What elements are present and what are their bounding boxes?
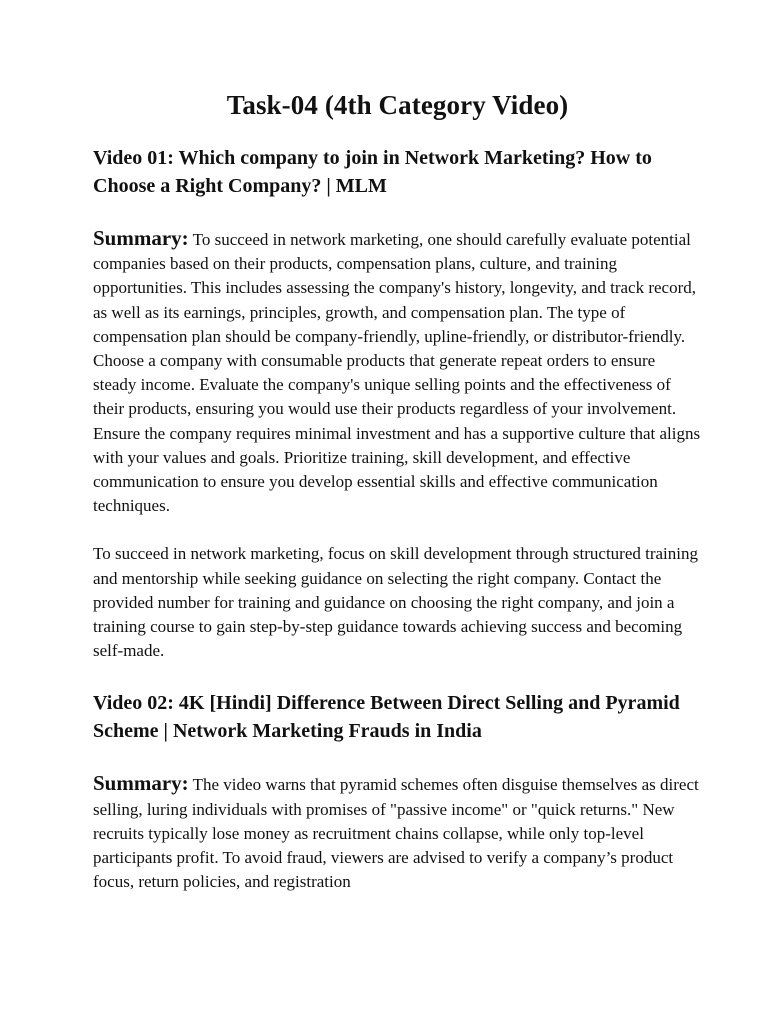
video-02-heading: Video 02: 4K [Hindi] Difference Between Direct Selling and Pyramid Scheme | Network Marketing Frauds in India (93, 692, 680, 743)
video-02-summary (93, 771, 702, 894)
video-01-summary-text: To succeed in network marketing, one should carefully evaluate potential companies based on their products, compensation plans, culture, and training opportunities. This includes assessing the company's history, longevity, and track record, as well as its earnings, principles, growth, and compensation plan. The type of compensation plan should be company-friendly, upline-friendly, or distributor-friendly. Choose a company with consumable products that generate repeat orders to ensure steady income. Evaluate the company's unique selling points and the effectiveness of their products, ensuring you would use their products regardless of your involvement. Ensure the company requires minimal investment and has a supportive culture that aligns with your values and goals. Prioritize training, skill development, and effective communication to ensure you develop essential skills and effective communication techniques. (93, 230, 701, 516)
video-01-summary (93, 226, 702, 518)
video-02-summary-label: Summary: (93, 771, 189, 796)
video-02-section (93, 689, 702, 894)
video-01-section (93, 144, 702, 663)
video-02-summary-text: The video warns that pyramid schemes often disguise themselves as direct selling, luring individuals with promises of "passive income" or "quick returns." New recruits typically lose money as recruitment chains collapse, while only top-level participants profit. To avoid fraud, viewers are advised to verify a company’s product focus, return policies, and registration (93, 775, 699, 892)
video-01-heading: Video 01: Which company to join in Network Marketing? How to Choose a Right Company? | MLM (93, 147, 652, 197)
video-01-extra-paragraph: To succeed in network marketing, focus on skill development through structured training and mentorship while seeking guidance on selecting the right company. Contact the provided number for training and guidance on choosing the right company, and join a training course to gain step-by-step guidance towards achieving success and becoming self-made. (93, 544, 698, 661)
video-01-summary-label: Summary: (93, 226, 189, 250)
document-title: Task-04 (4th Category Video) (226, 90, 569, 120)
